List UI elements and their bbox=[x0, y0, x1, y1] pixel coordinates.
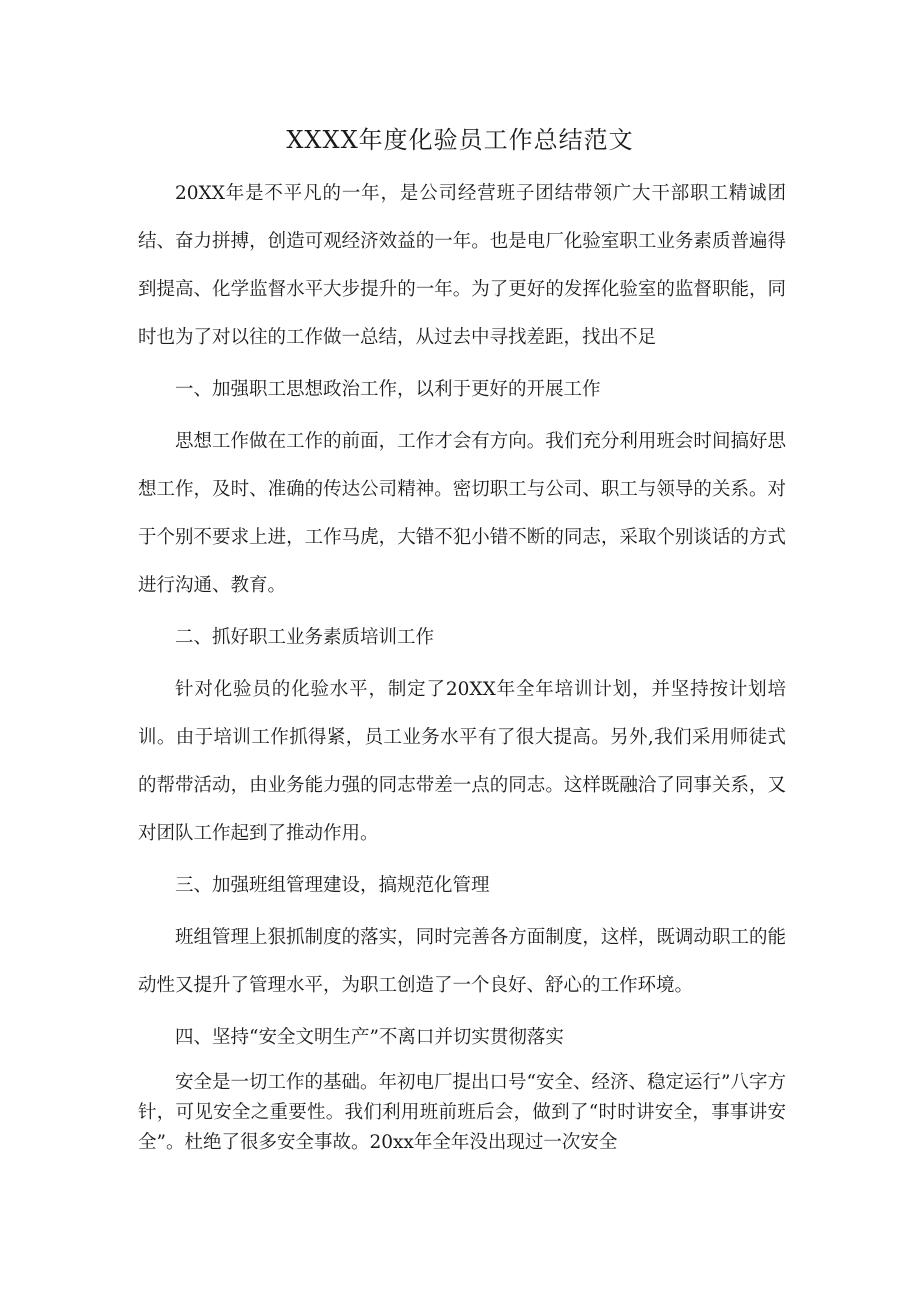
paragraph-section-1: 思想工作做在工作的前面，工作才会有方向。我们充分利用班会时间搞好思想工作，及时、准确的传达公司精神。密切职工与公司、职工与领导的关系。对于个别不要求上进，工作马虎，大错不犯小错不断的同志，采取个别谈话的方式进行沟通、教育。 bbox=[138, 431, 786, 596]
section-heading-2: 二、抓好职工业务素质培训工作 bbox=[175, 627, 435, 648]
paragraph-intro: 20XX年是不平凡的一年，是公司经营班子团结带领广大干部职工精诚团结、奋力拼搏，创造可观经济效益的一年。也是电厂化验室职工业务素质普遍得到提高、化学监督水平大步提升的一年。为了更好的发挥化验室的监督职能，同时也为了对以往的工作做一总结，从过去中寻找差距，找出不足 bbox=[138, 183, 786, 348]
section-heading-1: 一、加强职工思想政治工作，以利于更好的开展工作 bbox=[175, 379, 601, 400]
document-title: XXXX年度化验员工作总结范文 bbox=[286, 126, 634, 154]
paragraph-section-2: 针对化验员的化验水平，制定了20XX年全年培训计划，并坚持按计划培训。由于培训工作抓得紧，员工业务水平有了很大提高。另外,我们采用师徒式的帮带活动，由业务能力强的同志带差一点的同志。这样既融洽了同事关系，又对团队工作起到了推动作用。 bbox=[138, 679, 786, 844]
paragraph-section-3: 班组管理上狠抓制度的落实，同时完善各方面制度，这样，既调动职工的能动性又提升了管理水平，为职工创造了一个良好、舒心的工作环境。 bbox=[138, 927, 786, 996]
document-body bbox=[138, 170, 786, 1158]
paragraph-section-4: 安全是一切工作的基础。年初电厂提出口号“安全、经济、稳定运行”八字方针，可见安全之重要性。我们利用班前班后会，做到了“时时讲安全，事事讲安全”。杜绝了很多安全事故。20xx年全年没出现过一次安全 bbox=[138, 1072, 786, 1153]
section-heading-4: 四、坚持“安全文明生产”不离口并切实贯彻落实 bbox=[175, 1027, 564, 1048]
section-heading-3: 三、加强班组管理建设，搞规范化管理 bbox=[175, 875, 490, 896]
